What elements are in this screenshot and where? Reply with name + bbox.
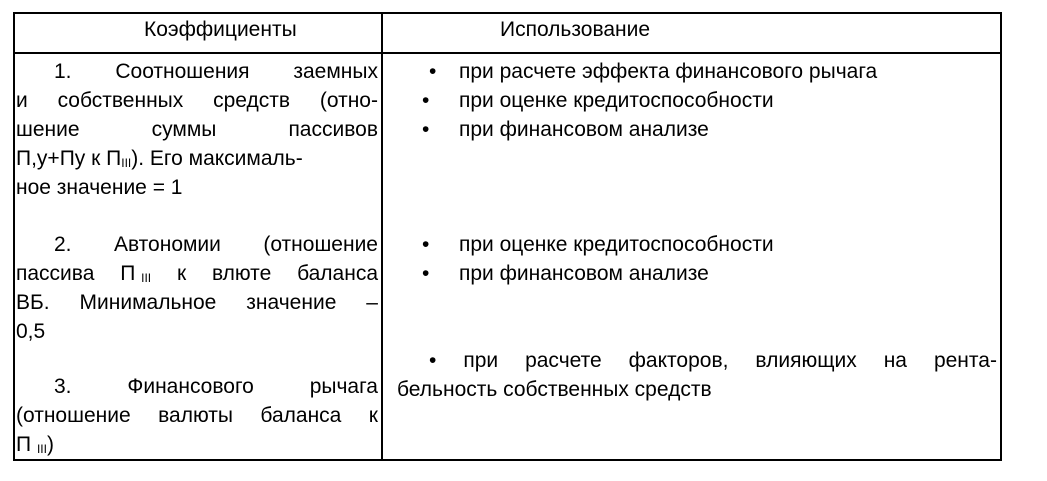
row1-usage-3: при финансовом анализе xyxy=(459,118,709,141)
row3-usage-line2: бельность собственных средств xyxy=(397,378,712,401)
header-divider xyxy=(13,52,1002,54)
row1-usage-1: при расчете эффекта финансового рычага xyxy=(459,60,878,83)
bullet-icon: • xyxy=(422,118,430,141)
row2-line2: пассива П $_{III}$ к влюте баланса xyxy=(16,262,378,285)
row2-line3: ВБ. Минимальное значение – xyxy=(16,291,378,314)
table-border-left xyxy=(13,12,15,461)
row2-line1: 2. Автономии (отношение xyxy=(54,233,378,256)
bullet-icon: • xyxy=(422,262,430,285)
row2-usage-1: при оценке кредитоспособности xyxy=(459,233,774,256)
header-col1: Коэффициенты xyxy=(144,18,297,41)
row3-line3: П $_{III}$) xyxy=(16,433,54,456)
row1-usage-2: при оценке кредитоспособности xyxy=(459,89,774,112)
row1-description xyxy=(16,57,378,202)
row2-usage-2: при финансовом анализе xyxy=(459,262,709,285)
row3-line1: 3. Финансового рычага xyxy=(54,375,378,398)
row1-line3: шение суммы пассивов xyxy=(16,118,378,141)
header-col2: Использование xyxy=(500,18,651,41)
row2-description xyxy=(16,230,378,346)
row3-description xyxy=(16,372,378,459)
bullet-icon: • xyxy=(429,60,437,83)
column-divider xyxy=(381,12,383,461)
row1-line5: ное значение = 1 xyxy=(16,176,183,199)
bullet-icon: • xyxy=(422,233,430,256)
bullet-icon: • xyxy=(422,89,430,112)
row3-usage xyxy=(397,346,997,404)
row2-line4: 0,5 xyxy=(16,320,46,343)
row1-line1: 1. Соотношения заемных xyxy=(54,60,378,83)
row1-line4: П,у+Пу к $П_{III}$). Его максималь- xyxy=(16,147,303,170)
table xyxy=(13,12,1002,461)
row3-usage-line1: • при расчете факторов, влияющих на рента- xyxy=(429,349,997,372)
table-border-top xyxy=(13,12,1002,14)
table-border-bottom xyxy=(13,459,1002,461)
row3-line2: (отношение валюты баланса к xyxy=(16,404,378,427)
table-border-right xyxy=(1000,12,1002,461)
row1-line2: и собственных средств (отно- xyxy=(16,89,378,112)
